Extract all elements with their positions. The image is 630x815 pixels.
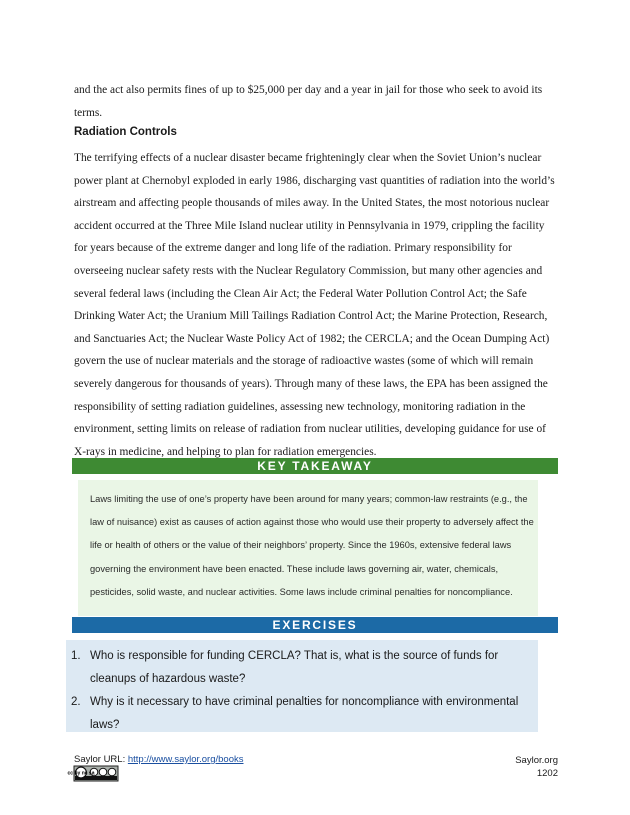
license-label: cc by nc sa [67, 770, 95, 777]
exercise-number: 1. [71, 650, 81, 662]
footer-site [450, 754, 558, 780]
key-takeaway-text: Laws limiting the use of one’s property have been around for many years; common-law restraints (e.g., the law of nuisance) exist as causes of action against those who would use their property to adversely affect the life or health of others or the value of their neighbors’ property. Since the 1960s, extensive federal laws governing the environment have been enacted. These include laws governing air, water, chemicals, pesticides, solid waste, and nuclear activities. Some laws include criminal penalties for noncompliance. [90, 494, 534, 597]
footer-source [74, 754, 244, 765]
intro-text: and the act also permits fines of up to $25,000 per day and a year in jail for those who seek to avoid its terms. [74, 84, 543, 119]
exercises-header: EXERCISES [72, 617, 558, 633]
footer-site-name: Saylor.org [515, 755, 558, 766]
exercises-box [66, 640, 538, 732]
page-number: 1202 [536, 768, 558, 779]
footer-url-label: Saylor URL: [74, 754, 128, 765]
exercise-text: Why is it necessary to have criminal penalties for noncompliance with environmental laws? [90, 696, 519, 731]
creative-commons-license-icon[interactable] [67, 766, 118, 781]
section-heading: Radiation Controls [74, 126, 177, 138]
body-paragraph: The terrifying effects of a nuclear disaster became frighteningly clear when the Soviet Union’s nuclear power plant at Chernobyl exploded in early 1986, discharging vast quantities of radiation into the world’s airstream and affecting people thousands of miles away. In the United States, the most notorious nuclear accident occurred at the Three Mile Island nuclear utility in Pennsylvania in 1979, crippling the facility for years because of the extreme danger and long life of the radiation. Primary responsibility for overseeing nuclear safety rests with the Nuclear Regulatory Commission, but many other agencies and several federal laws (including the Clean Air Act; the Federal Water Pollution Control Act; the Safe Drinking Water Act; the Uranium Mill Tailings Radiation Control Act; the Marine Protection, Research, and Sanctuaries Act; the Nuclear Waste Policy Act of 1982; the CERCLA; and the Ocean Dumping Act) govern the use of nuclear materials and the storage of radioactive wastes (some of which will remain severely dangerous for thousands of years). Through many of these laws, the EPA has been assigned the responsibility of setting radiation guidelines, assessing new technology, monitoring radiation in the environment, setting limits on release of radiation from nuclear utilities, developing guidance for use of X-rays in medicine, and helping to plan for radiation emergencies. [74, 152, 555, 458]
footer-url-link[interactable]: http://www.saylor.org/books [127, 754, 244, 765]
key-takeaway-header: KEY TAKEAWAY [72, 458, 558, 474]
key-takeaway-box [78, 480, 538, 616]
exercise-number: 2. [71, 696, 81, 708]
exercise-text: Who is responsible for funding CERCLA? That is, what is the source of funds for cleanups of hazardous waste? [90, 650, 499, 685]
